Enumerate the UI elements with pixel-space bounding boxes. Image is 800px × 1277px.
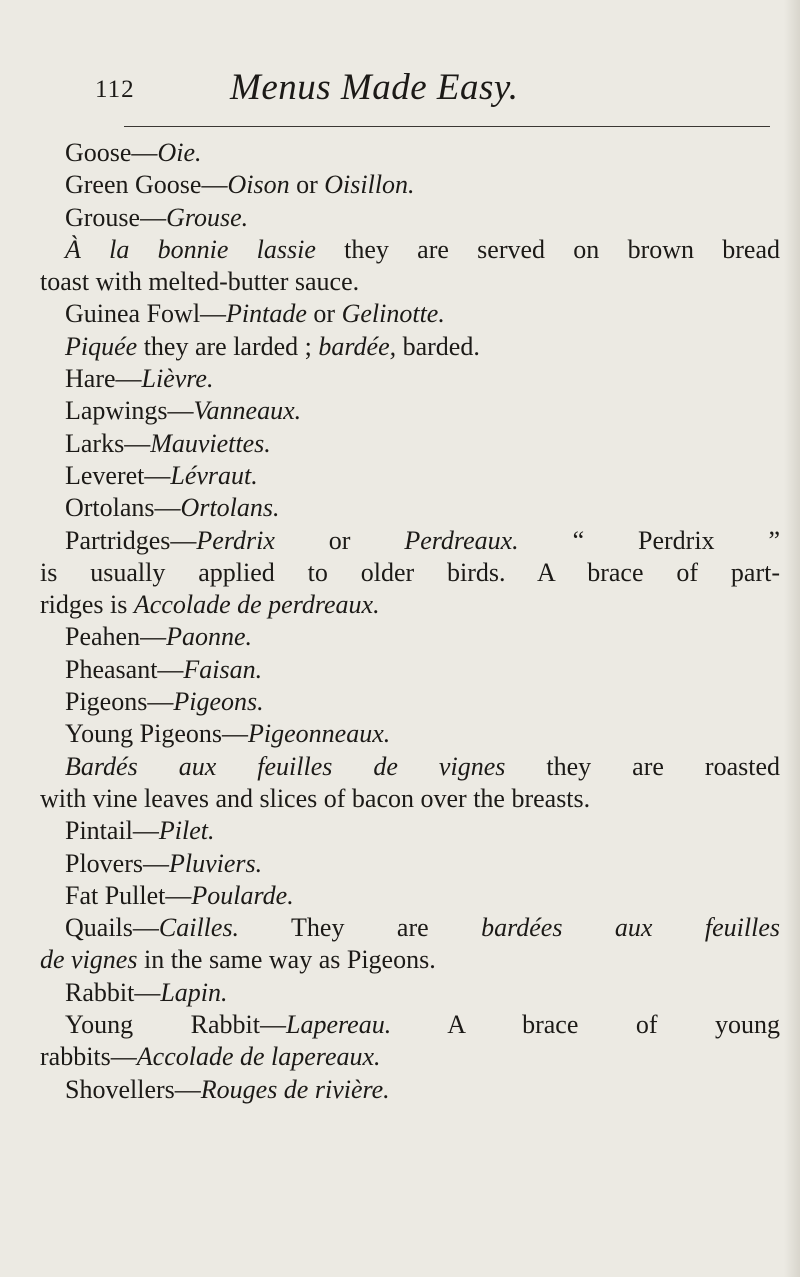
- english-text: Pheasant—: [65, 654, 184, 684]
- glossary-entry-line: [40, 298, 780, 330]
- continuation-line: [40, 783, 780, 815]
- french-term: Paonne.: [166, 622, 253, 652]
- french-term: Bardés aux feuilles de vignes: [65, 751, 506, 781]
- french-term: À la bonnie lassie: [65, 234, 316, 264]
- english-text: Green Goose—: [65, 170, 228, 200]
- english-text: barded.: [396, 331, 480, 361]
- english-text: Rabbit—: [65, 977, 161, 1007]
- glossary-entry-line: [40, 880, 780, 912]
- glossary-entry-line: [40, 815, 780, 847]
- french-term: Pigeons.: [173, 687, 264, 717]
- french-term: bardées aux feuilles: [481, 913, 780, 943]
- running-title: Menus Made Easy.: [230, 67, 519, 108]
- english-text: they are larded ;: [137, 331, 319, 361]
- french-term: Lapereau.: [286, 1010, 392, 1040]
- english-text: Pigeons—: [65, 687, 174, 717]
- english-text: Grouse—: [65, 202, 167, 232]
- glossary-entry-line: [40, 234, 780, 266]
- glossary-entry-line: [40, 460, 780, 492]
- english-text: Plovers—: [65, 848, 169, 878]
- english-text: Shovellers—: [65, 1074, 201, 1104]
- english-text: they are roasted: [505, 751, 780, 781]
- glossary-entry-line: [40, 912, 780, 944]
- french-term: Cailles.: [158, 913, 240, 943]
- english-text: Lapwings—: [65, 396, 194, 426]
- glossary-entry-line: [40, 621, 780, 653]
- english-text: Partridges—: [65, 525, 197, 555]
- continuation-line: [40, 944, 780, 976]
- english-text: Quails—: [65, 913, 159, 943]
- page-edge-shading: [784, 0, 800, 1277]
- english-text: ridges is: [40, 590, 134, 620]
- header-rule: [124, 126, 770, 127]
- english-text: rabbits—: [40, 1042, 137, 1072]
- continuation-line: [40, 266, 780, 298]
- english-text: Pintail—: [65, 816, 159, 846]
- french-term: Pintade: [226, 299, 307, 329]
- french-term: Lièvre.: [141, 364, 214, 394]
- english-text: A brace of young: [391, 1010, 780, 1040]
- french-term: Accolade de perdreaux.: [133, 590, 380, 620]
- glossary-text: [40, 137, 780, 1106]
- glossary-entry-line: [40, 137, 780, 169]
- glossary-entry-line: [40, 1074, 780, 1106]
- glossary-entry-line: [40, 654, 780, 686]
- english-text: Fat Pullet—: [65, 880, 192, 910]
- french-term: Oie.: [157, 138, 202, 167]
- glossary-entry-line: [40, 202, 780, 234]
- french-term: Gelinotte.: [341, 299, 445, 329]
- english-text: Ortolans—: [65, 493, 181, 523]
- english-text: “ Perdrix ”: [518, 525, 780, 555]
- english-text: Larks—: [65, 428, 151, 458]
- english-text: or: [306, 299, 342, 329]
- glossary-entry-line: [40, 428, 780, 460]
- english-text: They are: [239, 913, 482, 943]
- english-text: is usually applied to older birds. A brace of part-: [40, 557, 780, 587]
- glossary-entry-line: [40, 686, 780, 718]
- french-term: Faisan.: [183, 654, 263, 684]
- page-header: [95, 66, 755, 116]
- french-term: Accolade de lapereaux.: [136, 1042, 381, 1072]
- english-text: Young Rabbit—: [65, 1010, 286, 1040]
- english-text: or: [289, 170, 325, 200]
- french-term: Oison: [227, 170, 290, 200]
- french-term: Piquée: [65, 331, 138, 361]
- glossary-entry-line: [40, 331, 780, 363]
- glossary-entry-line: [40, 525, 780, 557]
- glossary-entry-line: [40, 751, 780, 783]
- english-text: toast with melted-butter sauce.: [40, 267, 360, 297]
- french-term: Lapin.: [160, 977, 228, 1007]
- continuation-line: [40, 589, 780, 621]
- french-term: Pigeonneaux.: [248, 719, 391, 749]
- french-term: Pluviers.: [169, 848, 263, 878]
- french-term: Vanneaux.: [193, 396, 302, 426]
- french-term: Pilet.: [158, 816, 215, 846]
- english-text: Guinea Fowl—: [65, 299, 227, 329]
- french-term: Perdreaux.: [404, 525, 519, 555]
- english-text: they are served on brown bread: [315, 234, 781, 264]
- french-term: bardée,: [318, 331, 397, 361]
- continuation-line: [40, 557, 780, 589]
- continuation-line: [40, 1041, 780, 1073]
- glossary-entry-line: [40, 363, 780, 395]
- english-text: Young Pigeons—: [65, 719, 249, 749]
- glossary-entry-line: [40, 718, 780, 750]
- page-number: 112: [95, 76, 135, 103]
- french-term: Oisillon.: [324, 170, 415, 200]
- french-term: Rouges de rivière.: [200, 1074, 390, 1104]
- glossary-entry-line: [40, 848, 780, 880]
- english-text: or: [274, 525, 405, 555]
- glossary-entry-line: [40, 977, 780, 1009]
- english-text: Leveret—: [65, 460, 171, 490]
- french-term: Lévraut.: [170, 460, 258, 490]
- french-term: Grouse.: [166, 202, 249, 232]
- english-text: Peahen—: [65, 622, 167, 652]
- glossary-entry-line: [40, 395, 780, 427]
- english-text: with vine leaves and slices of bacon over the breasts.: [40, 783, 591, 813]
- glossary-entry-line: [40, 1009, 780, 1041]
- french-term: de vignes: [40, 945, 138, 975]
- french-term: Poularde.: [191, 880, 294, 910]
- french-term: Perdrix: [196, 525, 275, 555]
- english-text: Goose—: [65, 138, 158, 167]
- french-term: Ortolans.: [180, 493, 280, 523]
- glossary-entry-line: [40, 169, 780, 201]
- english-text: in the same way as Pigeons.: [137, 945, 436, 975]
- english-text: Hare—: [65, 364, 142, 394]
- french-term: Mauviettes.: [150, 428, 271, 458]
- glossary-entry-line: [40, 492, 780, 524]
